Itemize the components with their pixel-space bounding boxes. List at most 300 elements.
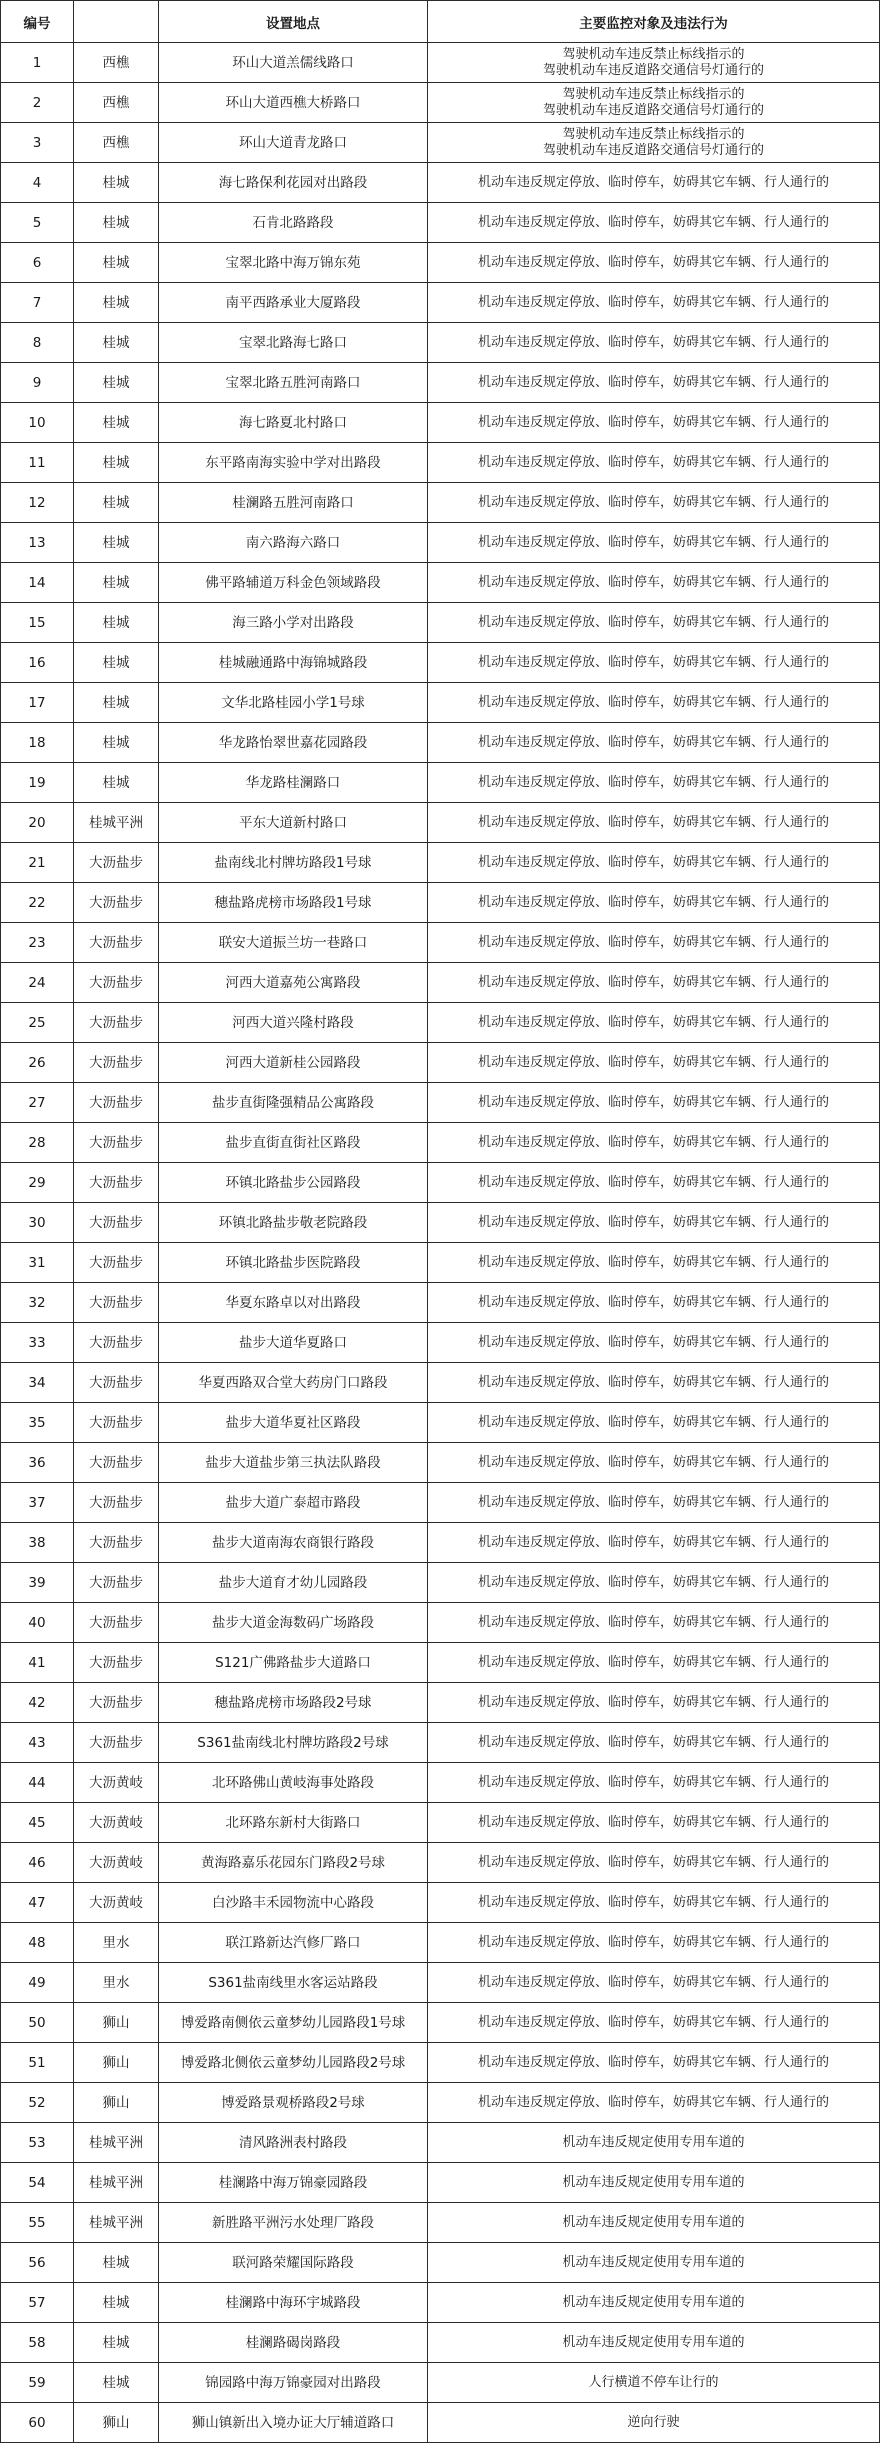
table-row bbox=[1, 1843, 880, 1883]
table-row bbox=[1, 443, 880, 483]
row-area: 大沥盐步 bbox=[74, 1203, 159, 1243]
table-row bbox=[1, 1203, 880, 1243]
row-location: 穗盐路虎榜市场路段2号球 bbox=[159, 1683, 428, 1723]
row-number: 6 bbox=[1, 243, 74, 283]
row-violation: 机动车违反规定停放、临时停车，妨碍其它车辆、行人通行的 bbox=[428, 2083, 880, 2123]
row-number: 16 bbox=[1, 643, 74, 683]
row-number: 51 bbox=[1, 2043, 74, 2083]
row-location: 华龙路桂澜路口 bbox=[159, 763, 428, 803]
header-number: 编号 bbox=[1, 1, 74, 43]
row-number: 55 bbox=[1, 2203, 74, 2243]
row-location: 华龙路怡翠世嘉花园路段 bbox=[159, 723, 428, 763]
row-area: 大沥盐步 bbox=[74, 1563, 159, 1603]
row-violation: 机动车违反规定停放、临时停车，妨碍其它车辆、行人通行的 bbox=[428, 1563, 880, 1603]
row-location: 桂澜路碣岗路段 bbox=[159, 2323, 428, 2363]
row-area: 大沥盐步 bbox=[74, 1683, 159, 1723]
row-area: 大沥盐步 bbox=[74, 1083, 159, 1123]
row-area: 大沥盐步 bbox=[74, 1723, 159, 1763]
row-number: 17 bbox=[1, 683, 74, 723]
row-area: 桂城 bbox=[74, 203, 159, 243]
row-violation: 机动车违反规定停放、临时停车，妨碍其它车辆、行人通行的 bbox=[428, 203, 880, 243]
row-number: 35 bbox=[1, 1403, 74, 1443]
row-violation: 机动车违反规定停放、临时停车，妨碍其它车辆、行人通行的 bbox=[428, 283, 880, 323]
row-location: 盐步大道华夏路口 bbox=[159, 1323, 428, 1363]
table-row bbox=[1, 1003, 880, 1043]
table-row bbox=[1, 2243, 880, 2283]
row-violation: 机动车违反规定停放、临时停车，妨碍其它车辆、行人通行的 bbox=[428, 403, 880, 443]
row-number: 37 bbox=[1, 1483, 74, 1523]
row-violation: 机动车违反规定停放、临时停车，妨碍其它车辆、行人通行的 bbox=[428, 1603, 880, 1643]
row-location: 宝翠北路五胜河南路口 bbox=[159, 363, 428, 403]
row-location: 北环路东新村大街路口 bbox=[159, 1803, 428, 1843]
row-number: 3 bbox=[1, 123, 74, 163]
row-area: 桂城 bbox=[74, 2283, 159, 2323]
header-violation: 主要监控对象及违法行为 bbox=[428, 1, 880, 43]
row-area: 桂城 bbox=[74, 243, 159, 283]
row-location: 盐步大道盐步第三执法队路段 bbox=[159, 1443, 428, 1483]
row-violation: 机动车违反规定停放、临时停车，妨碍其它车辆、行人通行的 bbox=[428, 763, 880, 803]
table-row bbox=[1, 1723, 880, 1763]
row-number: 7 bbox=[1, 283, 74, 323]
table-row bbox=[1, 1083, 880, 1123]
row-violation: 机动车违反规定停放、临时停车，妨碍其它车辆、行人通行的 bbox=[428, 563, 880, 603]
row-number: 38 bbox=[1, 1523, 74, 1563]
table-row bbox=[1, 243, 880, 283]
row-number: 26 bbox=[1, 1043, 74, 1083]
table-row bbox=[1, 2083, 880, 2123]
row-area: 大沥盐步 bbox=[74, 883, 159, 923]
row-number: 44 bbox=[1, 1763, 74, 1803]
row-number: 36 bbox=[1, 1443, 74, 1483]
row-violation: 机动车违反规定停放、临时停车，妨碍其它车辆、行人通行的 bbox=[428, 1003, 880, 1043]
row-location: 狮山镇新出入境办证大厅辅道路口 bbox=[159, 2403, 428, 2443]
table-row bbox=[1, 1123, 880, 1163]
row-area: 大沥盐步 bbox=[74, 1523, 159, 1563]
row-location: 环镇北路盐步敬老院路段 bbox=[159, 1203, 428, 1243]
table-row bbox=[1, 1883, 880, 1923]
row-violation: 机动车违反规定停放、临时停车，妨碍其它车辆、行人通行的 bbox=[428, 1923, 880, 1963]
row-location: 盐步直街隆强精品公寓路段 bbox=[159, 1083, 428, 1123]
row-location: 盐南线北村牌坊路段1号球 bbox=[159, 843, 428, 883]
table-row bbox=[1, 1923, 880, 1963]
row-violation: 机动车违反规定停放、临时停车，妨碍其它车辆、行人通行的 bbox=[428, 1443, 880, 1483]
row-area: 桂城 bbox=[74, 723, 159, 763]
row-violation: 机动车违反规定停放、临时停车，妨碍其它车辆、行人通行的 bbox=[428, 683, 880, 723]
row-number: 21 bbox=[1, 843, 74, 883]
row-location: 黄海路嘉乐花园东门路段2号球 bbox=[159, 1843, 428, 1883]
row-location: 盐步大道南海农商银行路段 bbox=[159, 1523, 428, 1563]
row-location: 河西大道新桂公园路段 bbox=[159, 1043, 428, 1083]
table-row bbox=[1, 2203, 880, 2243]
table-row bbox=[1, 403, 880, 443]
row-location: 桂澜路中海万锦豪园路段 bbox=[159, 2163, 428, 2203]
row-number: 22 bbox=[1, 883, 74, 923]
row-location: 佛平路辅道万科金色领域路段 bbox=[159, 563, 428, 603]
table-row bbox=[1, 643, 880, 683]
row-location: 环镇北路盐步公园路段 bbox=[159, 1163, 428, 1203]
row-location: 宝翠北路中海万锦东苑 bbox=[159, 243, 428, 283]
row-location: 南平西路承业大厦路段 bbox=[159, 283, 428, 323]
table-row bbox=[1, 923, 880, 963]
row-area: 里水 bbox=[74, 1923, 159, 1963]
row-violation: 机动车违反规定停放、临时停车，妨碍其它车辆、行人通行的 bbox=[428, 843, 880, 883]
row-violation: 机动车违反规定停放、临时停车，妨碍其它车辆、行人通行的 bbox=[428, 803, 880, 843]
row-area: 桂城 bbox=[74, 683, 159, 723]
row-number: 40 bbox=[1, 1603, 74, 1643]
row-violation: 机动车违反规定使用专用车道的 bbox=[428, 2203, 880, 2243]
row-location: 环山大道青龙路口 bbox=[159, 123, 428, 163]
row-area: 大沥盐步 bbox=[74, 923, 159, 963]
row-location: 海七路保利花园对出路段 bbox=[159, 163, 428, 203]
row-area: 狮山 bbox=[74, 2083, 159, 2123]
row-location: 桂城融通路中海锦城路段 bbox=[159, 643, 428, 683]
row-area: 桂城 bbox=[74, 763, 159, 803]
table-row bbox=[1, 1283, 880, 1323]
row-violation: 机动车违反规定停放、临时停车，妨碍其它车辆、行人通行的 bbox=[428, 1883, 880, 1923]
row-number: 58 bbox=[1, 2323, 74, 2363]
row-location: 海七路夏北村路口 bbox=[159, 403, 428, 443]
row-area: 桂城 bbox=[74, 443, 159, 483]
row-violation: 机动车违反规定停放、临时停车，妨碍其它车辆、行人通行的 bbox=[428, 2043, 880, 2083]
row-area: 桂城 bbox=[74, 643, 159, 683]
row-number: 10 bbox=[1, 403, 74, 443]
row-area: 狮山 bbox=[74, 2043, 159, 2083]
row-violation: 机动车违反规定停放、临时停车，妨碍其它车辆、行人通行的 bbox=[428, 1043, 880, 1083]
row-number: 42 bbox=[1, 1683, 74, 1723]
row-area: 大沥黄岐 bbox=[74, 1803, 159, 1843]
row-number: 2 bbox=[1, 83, 74, 123]
row-location: 穗盐路虎榜市场路段1号球 bbox=[159, 883, 428, 923]
table-row bbox=[1, 1363, 880, 1403]
row-number: 29 bbox=[1, 1163, 74, 1203]
row-location: 联河路荣耀国际路段 bbox=[159, 2243, 428, 2283]
row-number: 5 bbox=[1, 203, 74, 243]
table-row bbox=[1, 283, 880, 323]
row-location: 盐步大道育才幼儿园路段 bbox=[159, 1563, 428, 1603]
table-row bbox=[1, 163, 880, 203]
row-location: 南六路海六路口 bbox=[159, 523, 428, 563]
row-number: 13 bbox=[1, 523, 74, 563]
row-number: 47 bbox=[1, 1883, 74, 1923]
row-location: 北环路佛山黄岐海事处路段 bbox=[159, 1763, 428, 1803]
table-row bbox=[1, 723, 880, 763]
table-row bbox=[1, 123, 880, 163]
row-number: 56 bbox=[1, 2243, 74, 2283]
header-location: 设置地点 bbox=[159, 1, 428, 43]
row-number: 50 bbox=[1, 2003, 74, 2043]
table-body bbox=[1, 43, 880, 2443]
row-violation: 机动车违反规定停放、临时停车，妨碍其它车辆、行人通行的 bbox=[428, 1123, 880, 1163]
row-number: 11 bbox=[1, 443, 74, 483]
row-area: 大沥盐步 bbox=[74, 1123, 159, 1163]
table-row bbox=[1, 1563, 880, 1603]
row-location: 海三路小学对出路段 bbox=[159, 603, 428, 643]
row-violation: 逆向行驶 bbox=[428, 2403, 880, 2443]
table-row bbox=[1, 1443, 880, 1483]
table-row bbox=[1, 2403, 880, 2443]
row-location: 文华北路桂园小学1号球 bbox=[159, 683, 428, 723]
row-area: 大沥盐步 bbox=[74, 843, 159, 883]
row-violation: 机动车违反规定停放、临时停车，妨碍其它车辆、行人通行的 bbox=[428, 1403, 880, 1443]
row-area: 大沥盐步 bbox=[74, 1003, 159, 1043]
row-area: 大沥黄岐 bbox=[74, 1843, 159, 1883]
table-row bbox=[1, 1643, 880, 1683]
row-area: 桂城 bbox=[74, 323, 159, 363]
row-violation: 机动车违反规定使用专用车道的 bbox=[428, 2123, 880, 2163]
table-row bbox=[1, 2043, 880, 2083]
row-number: 1 bbox=[1, 43, 74, 83]
row-violation: 机动车违反规定停放、临时停车，妨碍其它车辆、行人通行的 bbox=[428, 1843, 880, 1883]
table-row bbox=[1, 563, 880, 603]
row-number: 52 bbox=[1, 2083, 74, 2123]
table-row bbox=[1, 1163, 880, 1203]
row-area: 大沥黄岐 bbox=[74, 1883, 159, 1923]
row-violation: 机动车违反规定使用专用车道的 bbox=[428, 2323, 880, 2363]
table-row bbox=[1, 203, 880, 243]
row-number: 46 bbox=[1, 1843, 74, 1883]
header-row bbox=[1, 1, 880, 43]
row-area: 桂城 bbox=[74, 363, 159, 403]
row-location: S361盐南线北村牌坊路段2号球 bbox=[159, 1723, 428, 1763]
row-violation: 机动车违反规定停放、临时停车，妨碍其它车辆、行人通行的 bbox=[428, 163, 880, 203]
row-location: 盐步直街直街社区路段 bbox=[159, 1123, 428, 1163]
row-area: 桂城 bbox=[74, 283, 159, 323]
table-row bbox=[1, 1483, 880, 1523]
row-area: 桂城 bbox=[74, 483, 159, 523]
row-violation: 机动车违反规定停放、临时停车，妨碍其它车辆、行人通行的 bbox=[428, 1363, 880, 1403]
table-row bbox=[1, 1523, 880, 1563]
row-location: 清风路洲表村路段 bbox=[159, 2123, 428, 2163]
header-area bbox=[74, 1, 159, 43]
row-area: 狮山 bbox=[74, 2003, 159, 2043]
row-area: 大沥盐步 bbox=[74, 1283, 159, 1323]
table-row bbox=[1, 43, 880, 83]
row-violation: 机动车违反规定使用专用车道的 bbox=[428, 2163, 880, 2203]
row-area: 桂城平洲 bbox=[74, 2123, 159, 2163]
row-area: 大沥盐步 bbox=[74, 1243, 159, 1283]
row-number: 59 bbox=[1, 2363, 74, 2403]
row-violation: 机动车违反规定停放、临时停车，妨碍其它车辆、行人通行的 bbox=[428, 243, 880, 283]
row-violation: 机动车违反规定停放、临时停车，妨碍其它车辆、行人通行的 bbox=[428, 2003, 880, 2043]
row-area: 桂城 bbox=[74, 2363, 159, 2403]
row-area: 大沥盐步 bbox=[74, 1403, 159, 1443]
table-row bbox=[1, 83, 880, 123]
row-number: 54 bbox=[1, 2163, 74, 2203]
row-violation: 机动车违反规定停放、临时停车，妨碍其它车辆、行人通行的 bbox=[428, 1723, 880, 1763]
row-area: 大沥盐步 bbox=[74, 1163, 159, 1203]
row-location: 环山大道西樵大桥路口 bbox=[159, 83, 428, 123]
row-location: 新胜路平洲污水处理厂路段 bbox=[159, 2203, 428, 2243]
table-row bbox=[1, 1803, 880, 1843]
row-location: 华夏东路卓以对出路段 bbox=[159, 1283, 428, 1323]
row-number: 49 bbox=[1, 1963, 74, 2003]
row-violation: 机动车违反规定停放、临时停车，妨碍其它车辆、行人通行的 bbox=[428, 1163, 880, 1203]
row-location: 环山大道羔儒线路口 bbox=[159, 43, 428, 83]
table-row bbox=[1, 323, 880, 363]
row-location: 桂澜路五胜河南路口 bbox=[159, 483, 428, 523]
row-number: 25 bbox=[1, 1003, 74, 1043]
table-row bbox=[1, 683, 880, 723]
row-area: 桂城 bbox=[74, 603, 159, 643]
row-location: S361盐南线里水客运站路段 bbox=[159, 1963, 428, 2003]
table-row bbox=[1, 1043, 880, 1083]
table-row bbox=[1, 883, 880, 923]
row-violation: 机动车违反规定使用专用车道的 bbox=[428, 2283, 880, 2323]
row-number: 14 bbox=[1, 563, 74, 603]
row-violation: 人行横道不停车让行的 bbox=[428, 2363, 880, 2403]
row-violation: 机动车违反规定停放、临时停车，妨碍其它车辆、行人通行的 bbox=[428, 483, 880, 523]
row-violation: 机动车违反规定停放、临时停车，妨碍其它车辆、行人通行的 bbox=[428, 923, 880, 963]
row-violation: 机动车违反规定停放、临时停车，妨碍其它车辆、行人通行的 bbox=[428, 603, 880, 643]
row-area: 大沥盐步 bbox=[74, 1443, 159, 1483]
table-row bbox=[1, 523, 880, 563]
row-location: 宝翠北路海七路口 bbox=[159, 323, 428, 363]
row-number: 53 bbox=[1, 2123, 74, 2163]
row-location: 石肯北路路段 bbox=[159, 203, 428, 243]
row-location: 环镇北路盐步医院路段 bbox=[159, 1243, 428, 1283]
row-area: 大沥盐步 bbox=[74, 1603, 159, 1643]
row-location: 博爱路南侧依云童梦幼儿园路段1号球 bbox=[159, 2003, 428, 2043]
row-number: 9 bbox=[1, 363, 74, 403]
table-row bbox=[1, 2003, 880, 2043]
row-violation: 机动车违反规定停放、临时停车，妨碍其它车辆、行人通行的 bbox=[428, 1083, 880, 1123]
table-row bbox=[1, 843, 880, 883]
row-violation: 机动车违反规定停放、临时停车，妨碍其它车辆、行人通行的 bbox=[428, 1283, 880, 1323]
row-area: 桂城平洲 bbox=[74, 803, 159, 843]
row-violation: 机动车违反规定停放、临时停车，妨碍其它车辆、行人通行的 bbox=[428, 443, 880, 483]
row-area: 桂城 bbox=[74, 2243, 159, 2283]
row-number: 8 bbox=[1, 323, 74, 363]
row-violation: 驾驶机动车违反禁止标线指示的 驾驶机动车违反道路交通信号灯通行的 bbox=[428, 83, 880, 123]
row-location: 河西大道嘉苑公寓路段 bbox=[159, 963, 428, 1003]
row-area: 大沥盐步 bbox=[74, 1483, 159, 1523]
row-location: 河西大道兴隆村路段 bbox=[159, 1003, 428, 1043]
row-location: 平东大道新村路口 bbox=[159, 803, 428, 843]
row-violation: 机动车违反规定停放、临时停车，妨碍其它车辆、行人通行的 bbox=[428, 1323, 880, 1363]
row-number: 32 bbox=[1, 1283, 74, 1323]
row-location: 白沙路丰禾园物流中心路段 bbox=[159, 1883, 428, 1923]
row-location: 博爱路景观桥路段2号球 bbox=[159, 2083, 428, 2123]
row-number: 19 bbox=[1, 763, 74, 803]
table-row bbox=[1, 483, 880, 523]
table-row bbox=[1, 603, 880, 643]
row-number: 12 bbox=[1, 483, 74, 523]
row-violation: 机动车违反规定停放、临时停车，妨碍其它车辆、行人通行的 bbox=[428, 1203, 880, 1243]
row-area: 桂城 bbox=[74, 523, 159, 563]
row-number: 34 bbox=[1, 1363, 74, 1403]
row-violation: 机动车违反规定停放、临时停车，妨碍其它车辆、行人通行的 bbox=[428, 523, 880, 563]
row-number: 20 bbox=[1, 803, 74, 843]
row-number: 60 bbox=[1, 2403, 74, 2443]
row-location: 联安大道振兰坊一巷路口 bbox=[159, 923, 428, 963]
row-violation: 机动车违反规定停放、临时停车，妨碍其它车辆、行人通行的 bbox=[428, 643, 880, 683]
table-row bbox=[1, 1243, 880, 1283]
table-row bbox=[1, 1963, 880, 2003]
table-row bbox=[1, 763, 880, 803]
row-violation: 机动车违反规定停放、临时停车，妨碍其它车辆、行人通行的 bbox=[428, 1803, 880, 1843]
row-area: 桂城 bbox=[74, 563, 159, 603]
row-location: 桂澜路中海环宇城路段 bbox=[159, 2283, 428, 2323]
row-violation: 机动车违反规定停放、临时停车，妨碍其它车辆、行人通行的 bbox=[428, 1683, 880, 1723]
row-location: 盐步大道华夏社区路段 bbox=[159, 1403, 428, 1443]
row-area: 狮山 bbox=[74, 2403, 159, 2443]
row-violation: 机动车违反规定停放、临时停车，妨碍其它车辆、行人通行的 bbox=[428, 1243, 880, 1283]
row-number: 30 bbox=[1, 1203, 74, 1243]
row-violation: 机动车违反规定停放、临时停车，妨碍其它车辆、行人通行的 bbox=[428, 723, 880, 763]
row-area: 西樵 bbox=[74, 43, 159, 83]
table-row bbox=[1, 2163, 880, 2203]
row-violation: 机动车违反规定停放、临时停车，妨碍其它车辆、行人通行的 bbox=[428, 963, 880, 1003]
row-area: 桂城平洲 bbox=[74, 2203, 159, 2243]
row-violation: 机动车违反规定停放、临时停车，妨碍其它车辆、行人通行的 bbox=[428, 1643, 880, 1683]
row-number: 15 bbox=[1, 603, 74, 643]
row-area: 西樵 bbox=[74, 123, 159, 163]
row-violation: 机动车违反规定停放、临时停车，妨碍其它车辆、行人通行的 bbox=[428, 323, 880, 363]
table-row bbox=[1, 803, 880, 843]
row-area: 西樵 bbox=[74, 83, 159, 123]
table-row bbox=[1, 1323, 880, 1363]
row-violation: 机动车违反规定停放、临时停车，妨碍其它车辆、行人通行的 bbox=[428, 1763, 880, 1803]
table-row bbox=[1, 1763, 880, 1803]
row-location: 锦园路中海万锦豪园对出路段 bbox=[159, 2363, 428, 2403]
row-number: 31 bbox=[1, 1243, 74, 1283]
row-violation: 驾驶机动车违反禁止标线指示的 驾驶机动车违反道路交通信号灯通行的 bbox=[428, 43, 880, 83]
row-number: 4 bbox=[1, 163, 74, 203]
table-row bbox=[1, 2323, 880, 2363]
row-location: 华夏西路双合堂大药房门口路段 bbox=[159, 1363, 428, 1403]
row-number: 57 bbox=[1, 2283, 74, 2323]
row-area: 大沥盐步 bbox=[74, 1043, 159, 1083]
row-number: 48 bbox=[1, 1923, 74, 1963]
table-row bbox=[1, 1683, 880, 1723]
table-row bbox=[1, 2283, 880, 2323]
row-number: 45 bbox=[1, 1803, 74, 1843]
row-number: 43 bbox=[1, 1723, 74, 1763]
row-number: 39 bbox=[1, 1563, 74, 1603]
table-row bbox=[1, 1603, 880, 1643]
row-violation: 机动车违反规定停放、临时停车，妨碍其它车辆、行人通行的 bbox=[428, 1523, 880, 1563]
table-row bbox=[1, 2363, 880, 2403]
row-violation: 机动车违反规定停放、临时停车，妨碍其它车辆、行人通行的 bbox=[428, 883, 880, 923]
row-location: S121广佛路盐步大道路口 bbox=[159, 1643, 428, 1683]
row-location: 盐步大道广泰超市路段 bbox=[159, 1483, 428, 1523]
row-location: 联江路新达汽修厂路口 bbox=[159, 1923, 428, 1963]
row-area: 桂城 bbox=[74, 2323, 159, 2363]
row-violation: 机动车违反规定停放、临时停车，妨碍其它车辆、行人通行的 bbox=[428, 363, 880, 403]
row-number: 18 bbox=[1, 723, 74, 763]
row-location: 博爱路北侧依云童梦幼儿园路段2号球 bbox=[159, 2043, 428, 2083]
row-area: 桂城平洲 bbox=[74, 2163, 159, 2203]
row-area: 里水 bbox=[74, 1963, 159, 2003]
row-area: 桂城 bbox=[74, 163, 159, 203]
row-area: 大沥盐步 bbox=[74, 963, 159, 1003]
table-row bbox=[1, 963, 880, 1003]
table-row bbox=[1, 2123, 880, 2163]
row-number: 24 bbox=[1, 963, 74, 1003]
row-area: 大沥黄岐 bbox=[74, 1763, 159, 1803]
row-violation: 机动车违反规定使用专用车道的 bbox=[428, 2243, 880, 2283]
row-area: 大沥盐步 bbox=[74, 1643, 159, 1683]
row-number: 23 bbox=[1, 923, 74, 963]
row-area: 大沥盐步 bbox=[74, 1363, 159, 1403]
row-location: 盐步大道金海数码广场路段 bbox=[159, 1603, 428, 1643]
row-violation: 机动车违反规定停放、临时停车，妨碍其它车辆、行人通行的 bbox=[428, 1483, 880, 1523]
row-violation: 驾驶机动车违反禁止标线指示的 驾驶机动车违反道路交通信号灯通行的 bbox=[428, 123, 880, 163]
table-row bbox=[1, 363, 880, 403]
row-location: 东平路南海实验中学对出路段 bbox=[159, 443, 428, 483]
row-violation: 机动车违反规定停放、临时停车，妨碍其它车辆、行人通行的 bbox=[428, 1963, 880, 2003]
table-header bbox=[1, 1, 880, 43]
